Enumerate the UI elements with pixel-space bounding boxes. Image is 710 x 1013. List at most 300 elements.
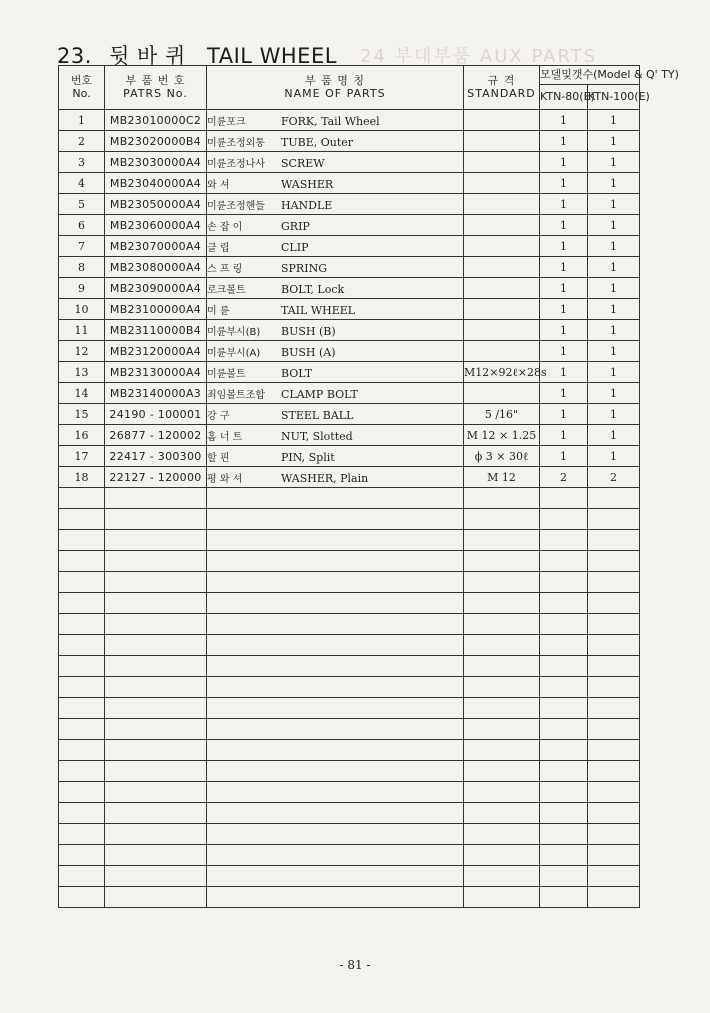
empty-cell — [59, 866, 105, 887]
empty-cell — [59, 593, 105, 614]
qty-ktn100: 1 — [588, 215, 640, 236]
empty-cell — [207, 677, 464, 698]
part-standard: ϕ 3 × 30ℓ — [464, 446, 540, 467]
part-number: MB23040000A4 — [105, 173, 207, 194]
qty-ktn100: 1 — [588, 194, 640, 215]
empty-cell — [59, 740, 105, 761]
empty-cell — [588, 656, 640, 677]
part-number: MB23120000A4 — [105, 341, 207, 362]
part-name-kr: 스 프 링 — [207, 263, 243, 275]
row-number: 4 — [59, 173, 105, 194]
empty-cell — [105, 887, 207, 908]
qty-ktn80: 1 — [540, 194, 588, 215]
qty-ktn100: 2 — [588, 467, 640, 488]
part-standard — [464, 320, 540, 341]
empty-cell — [207, 782, 464, 803]
qty-ktn100: 1 — [588, 341, 640, 362]
qty-ktn100: 1 — [588, 152, 640, 173]
part-name — [207, 236, 464, 257]
empty-cell — [588, 572, 640, 593]
part-name — [207, 194, 464, 215]
empty-cell — [105, 824, 207, 845]
part-name — [207, 299, 464, 320]
empty-cell — [207, 824, 464, 845]
row-number: 10 — [59, 299, 105, 320]
empty-cell — [105, 635, 207, 656]
empty-cell — [540, 677, 588, 698]
header-pn-kr: 부 품 번 호 — [125, 73, 186, 87]
empty-cell — [540, 887, 588, 908]
empty-cell — [105, 551, 207, 572]
part-name — [207, 257, 464, 278]
empty-cell — [207, 572, 464, 593]
empty-cell — [464, 509, 540, 530]
empty-cell — [588, 845, 640, 866]
table-row — [59, 110, 640, 131]
part-standard — [464, 278, 540, 299]
empty-cell — [464, 572, 540, 593]
empty-cell — [105, 761, 207, 782]
part-name-kr: 강 구 — [207, 410, 230, 422]
header-part-no — [105, 66, 207, 110]
empty-cell — [105, 866, 207, 887]
part-name — [207, 362, 464, 383]
qty-ktn80: 1 — [540, 131, 588, 152]
header-model-ktn100: KTN-100(E) — [588, 85, 640, 110]
empty-cell — [540, 782, 588, 803]
part-name — [207, 278, 464, 299]
empty-cell — [105, 572, 207, 593]
qty-ktn80: 1 — [540, 446, 588, 467]
row-number: 8 — [59, 257, 105, 278]
section-number: 23. — [57, 44, 92, 68]
qty-ktn100: 1 — [588, 257, 640, 278]
part-name-en: TUBE, Outer — [281, 135, 354, 149]
table-row — [59, 362, 640, 383]
empty-cell — [105, 488, 207, 509]
empty-cell — [464, 782, 540, 803]
empty-cell — [207, 887, 464, 908]
empty-cell — [588, 593, 640, 614]
table-row — [59, 320, 640, 341]
part-name-kr: 미륜부시(A) — [207, 347, 261, 359]
empty-row — [59, 635, 640, 656]
empty-cell — [59, 803, 105, 824]
title-korean: 뒷 바 퀴 — [109, 44, 186, 68]
empty-cell — [105, 782, 207, 803]
empty-cell — [59, 530, 105, 551]
empty-cell — [105, 530, 207, 551]
part-name-en: WASHER, Plain — [281, 471, 369, 485]
part-name-kr: 와 셔 — [207, 179, 230, 191]
empty-row — [59, 845, 640, 866]
qty-ktn80: 1 — [540, 341, 588, 362]
part-name — [207, 110, 464, 131]
empty-cell — [464, 866, 540, 887]
part-name-en: CLAMP BOLT — [281, 387, 358, 401]
qty-ktn80: 1 — [540, 110, 588, 131]
part-standard — [464, 383, 540, 404]
empty-row — [59, 761, 640, 782]
row-number: 13 — [59, 362, 105, 383]
qty-ktn80: 1 — [540, 320, 588, 341]
empty-row — [59, 782, 640, 803]
part-number: MB23110000B4 — [105, 320, 207, 341]
row-number: 18 — [59, 467, 105, 488]
part-name-kr: 할 핀 — [207, 452, 230, 464]
row-number: 14 — [59, 383, 105, 404]
part-name-en: FORK, Tail Wheel — [281, 114, 380, 128]
part-name-kr: 미 륜 — [207, 305, 230, 317]
empty-cell — [540, 530, 588, 551]
part-standard — [464, 173, 540, 194]
part-name-en: BUSH (A) — [281, 345, 336, 359]
part-name — [207, 215, 464, 236]
qty-ktn100: 1 — [588, 383, 640, 404]
table-row — [59, 194, 640, 215]
part-number: MB23050000A4 — [105, 194, 207, 215]
empty-cell — [59, 509, 105, 530]
qty-ktn80: 1 — [540, 404, 588, 425]
empty-cell — [207, 761, 464, 782]
row-number: 12 — [59, 341, 105, 362]
faint-header: 24 부대부품 AUX PARTS — [360, 46, 598, 67]
empty-cell — [540, 803, 588, 824]
empty-cell — [540, 488, 588, 509]
row-number: 16 — [59, 425, 105, 446]
qty-ktn80: 1 — [540, 236, 588, 257]
part-number: MB23020000B4 — [105, 131, 207, 152]
table-row — [59, 152, 640, 173]
empty-row — [59, 824, 640, 845]
part-number: MB23080000A4 — [105, 257, 207, 278]
part-name-kr: 클 립 — [207, 242, 230, 254]
empty-row — [59, 572, 640, 593]
empty-cell — [464, 488, 540, 509]
empty-cell — [59, 887, 105, 908]
empty-cell — [464, 698, 540, 719]
table-row — [59, 425, 640, 446]
row-number: 17 — [59, 446, 105, 467]
empty-cell — [464, 761, 540, 782]
part-name-en: SPRING — [281, 261, 327, 275]
empty-cell — [588, 488, 640, 509]
empty-cell — [207, 866, 464, 887]
empty-cell — [540, 614, 588, 635]
header-no-en: No. — [72, 86, 91, 100]
qty-ktn100: 1 — [588, 320, 640, 341]
part-standard: M 12 — [464, 467, 540, 488]
empty-cell — [59, 698, 105, 719]
empty-cell — [105, 740, 207, 761]
qty-ktn100: 1 — [588, 425, 640, 446]
empty-cell — [588, 761, 640, 782]
empty-cell — [588, 677, 640, 698]
part-name — [207, 425, 464, 446]
empty-cell — [105, 509, 207, 530]
qty-ktn80: 1 — [540, 425, 588, 446]
table-row — [59, 299, 640, 320]
part-name-kr: 손 잡 이 — [207, 221, 243, 233]
empty-row — [59, 488, 640, 509]
part-number: MB23030000A4 — [105, 152, 207, 173]
qty-ktn100: 1 — [588, 173, 640, 194]
part-standard: M 12 × 1.25 — [464, 425, 540, 446]
row-number: 11 — [59, 320, 105, 341]
empty-row — [59, 614, 640, 635]
part-standard — [464, 215, 540, 236]
empty-cell — [588, 635, 640, 656]
empty-cell — [588, 866, 640, 887]
empty-cell — [207, 719, 464, 740]
part-name — [207, 152, 464, 173]
part-standard: M12×92ℓ×28s — [464, 362, 540, 383]
header-name-en: NAME OF PARTS — [284, 86, 386, 100]
part-number: MB23090000A4 — [105, 278, 207, 299]
empty-cell — [464, 530, 540, 551]
part-number: MB23060000A4 — [105, 215, 207, 236]
part-standard: 5 /16" — [464, 404, 540, 425]
empty-cell — [588, 509, 640, 530]
empty-cell — [464, 740, 540, 761]
qty-ktn80: 2 — [540, 467, 588, 488]
row-number: 2 — [59, 131, 105, 152]
empty-cell — [59, 782, 105, 803]
row-number: 5 — [59, 194, 105, 215]
header-no — [59, 66, 105, 110]
empty-row — [59, 698, 640, 719]
part-name-en: BOLT — [281, 366, 313, 380]
empty-cell — [59, 551, 105, 572]
empty-cell — [588, 551, 640, 572]
part-standard — [464, 131, 540, 152]
empty-cell — [540, 656, 588, 677]
row-number: 6 — [59, 215, 105, 236]
empty-cell — [588, 740, 640, 761]
header-pn-en: PATRS No. — [123, 86, 188, 100]
part-standard — [464, 299, 540, 320]
empty-cell — [588, 782, 640, 803]
empty-row — [59, 677, 640, 698]
empty-cell — [207, 509, 464, 530]
empty-cell — [207, 614, 464, 635]
empty-cell — [464, 635, 540, 656]
empty-row — [59, 887, 640, 908]
part-name-kr: 미륜부시(B) — [207, 326, 261, 338]
empty-cell — [59, 614, 105, 635]
empty-cell — [207, 551, 464, 572]
empty-cell — [105, 656, 207, 677]
part-standard — [464, 110, 540, 131]
part-name-en: CLIP — [281, 240, 309, 254]
part-number: MB23140000A3 — [105, 383, 207, 404]
part-name-kr: 미륜조정나사 — [207, 158, 265, 170]
empty-cell — [540, 719, 588, 740]
empty-cell — [464, 887, 540, 908]
part-name-en: WASHER — [281, 177, 334, 191]
empty-cell — [588, 887, 640, 908]
empty-cell — [105, 614, 207, 635]
part-name — [207, 383, 464, 404]
row-number: 1 — [59, 110, 105, 131]
empty-row — [59, 803, 640, 824]
part-standard — [464, 194, 540, 215]
empty-cell — [105, 593, 207, 614]
empty-cell — [105, 845, 207, 866]
empty-cell — [588, 698, 640, 719]
empty-cell — [464, 845, 540, 866]
part-name-en: TAIL WHEEL — [281, 303, 356, 317]
empty-cell — [59, 572, 105, 593]
part-name-kr: 미륜볼트 — [207, 368, 246, 380]
empty-cell — [59, 488, 105, 509]
empty-cell — [464, 824, 540, 845]
header-no-kr: 번호 — [70, 73, 93, 87]
row-number: 3 — [59, 152, 105, 173]
part-name-kr: 홈 너 트 — [207, 431, 243, 443]
header-std-kr: 규 격 — [487, 73, 516, 87]
empty-cell — [588, 803, 640, 824]
table-row — [59, 257, 640, 278]
empty-cell — [464, 614, 540, 635]
empty-cell — [207, 698, 464, 719]
empty-cell — [540, 845, 588, 866]
empty-cell — [59, 656, 105, 677]
empty-cell — [588, 824, 640, 845]
empty-cell — [59, 761, 105, 782]
part-name — [207, 467, 464, 488]
qty-ktn80: 1 — [540, 215, 588, 236]
empty-row — [59, 530, 640, 551]
part-name-en: SCREW — [281, 156, 325, 170]
empty-cell — [588, 614, 640, 635]
empty-cell — [59, 824, 105, 845]
empty-row — [59, 866, 640, 887]
part-name-en: PIN, Split — [281, 450, 335, 464]
empty-cell — [540, 572, 588, 593]
empty-cell — [105, 719, 207, 740]
table-row — [59, 131, 640, 152]
header-name-kr: 부 품 명 칭 — [305, 73, 365, 87]
table-row — [59, 383, 640, 404]
empty-cell — [59, 635, 105, 656]
part-name-kr: 로크볼트 — [207, 284, 246, 296]
empty-cell — [59, 719, 105, 740]
empty-cell — [540, 740, 588, 761]
part-name — [207, 173, 464, 194]
empty-cell — [464, 593, 540, 614]
empty-row — [59, 656, 640, 677]
header-standard — [464, 66, 540, 110]
parts-table — [58, 65, 679, 908]
part-name-en: GRIP — [281, 219, 310, 233]
part-name — [207, 404, 464, 425]
qty-ktn80: 1 — [540, 152, 588, 173]
qty-ktn100: 1 — [588, 278, 640, 299]
empty-cell — [464, 719, 540, 740]
empty-row — [59, 509, 640, 530]
row-number: 7 — [59, 236, 105, 257]
qty-ktn80: 1 — [540, 173, 588, 194]
empty-cell — [207, 656, 464, 677]
table-row — [59, 467, 640, 488]
part-number: MB23070000A4 — [105, 236, 207, 257]
row-number: 15 — [59, 404, 105, 425]
empty-cell — [540, 824, 588, 845]
part-number: MB23010000C2 — [105, 110, 207, 131]
empty-row — [59, 719, 640, 740]
empty-row — [59, 740, 640, 761]
qty-ktn100: 1 — [588, 110, 640, 131]
empty-cell — [207, 740, 464, 761]
part-number: MB23130000A4 — [105, 362, 207, 383]
part-standard — [464, 236, 540, 257]
qty-ktn80: 1 — [540, 383, 588, 404]
empty-cell — [540, 866, 588, 887]
empty-cell — [464, 656, 540, 677]
empty-cell — [588, 530, 640, 551]
qty-ktn80: 1 — [540, 278, 588, 299]
empty-row — [59, 593, 640, 614]
table-row — [59, 404, 640, 425]
empty-cell — [464, 803, 540, 824]
part-name-kr: 미륜조정핸들 — [207, 200, 265, 212]
empty-cell — [207, 488, 464, 509]
part-number: 22417 - 300300 — [105, 446, 207, 467]
qty-ktn100: 1 — [588, 131, 640, 152]
header-std-en: STANDARD — [467, 86, 536, 100]
table-row — [59, 446, 640, 467]
empty-cell — [207, 593, 464, 614]
empty-cell — [464, 551, 540, 572]
header-model-group: 모델및갯수(Model & Q' TY) — [540, 66, 640, 85]
qty-ktn100: 1 — [588, 236, 640, 257]
table-row — [59, 173, 640, 194]
page-number: - 81 - — [339, 958, 371, 972]
empty-cell — [207, 803, 464, 824]
header-model-ktn80: KTN-80(E) — [540, 85, 588, 110]
parts-table-body — [59, 110, 640, 908]
part-name-kr: 평 와 셔 — [207, 473, 243, 485]
empty-cell — [588, 719, 640, 740]
empty-cell — [105, 677, 207, 698]
qty-ktn80: 1 — [540, 362, 588, 383]
qty-ktn80: 1 — [540, 299, 588, 320]
empty-cell — [540, 761, 588, 782]
part-name-kr: 죄임볼트조합 — [207, 389, 265, 401]
part-name-en: STEEL BALL — [281, 408, 354, 422]
part-name-en: HANDLE — [281, 198, 333, 212]
part-name — [207, 341, 464, 362]
part-name-en: BOLT, Lock — [281, 282, 345, 296]
empty-cell — [540, 698, 588, 719]
empty-cell — [464, 677, 540, 698]
table-row — [59, 341, 640, 362]
part-name-kr: 미륜포크 — [207, 116, 246, 128]
empty-row — [59, 551, 640, 572]
table-row — [59, 278, 640, 299]
part-standard — [464, 341, 540, 362]
empty-cell — [207, 845, 464, 866]
header-name — [207, 66, 464, 110]
table-row — [59, 236, 640, 257]
part-standard — [464, 257, 540, 278]
empty-cell — [540, 635, 588, 656]
empty-cell — [207, 530, 464, 551]
empty-cell — [540, 509, 588, 530]
part-name-en: BUSH (B) — [281, 324, 336, 338]
empty-cell — [105, 803, 207, 824]
